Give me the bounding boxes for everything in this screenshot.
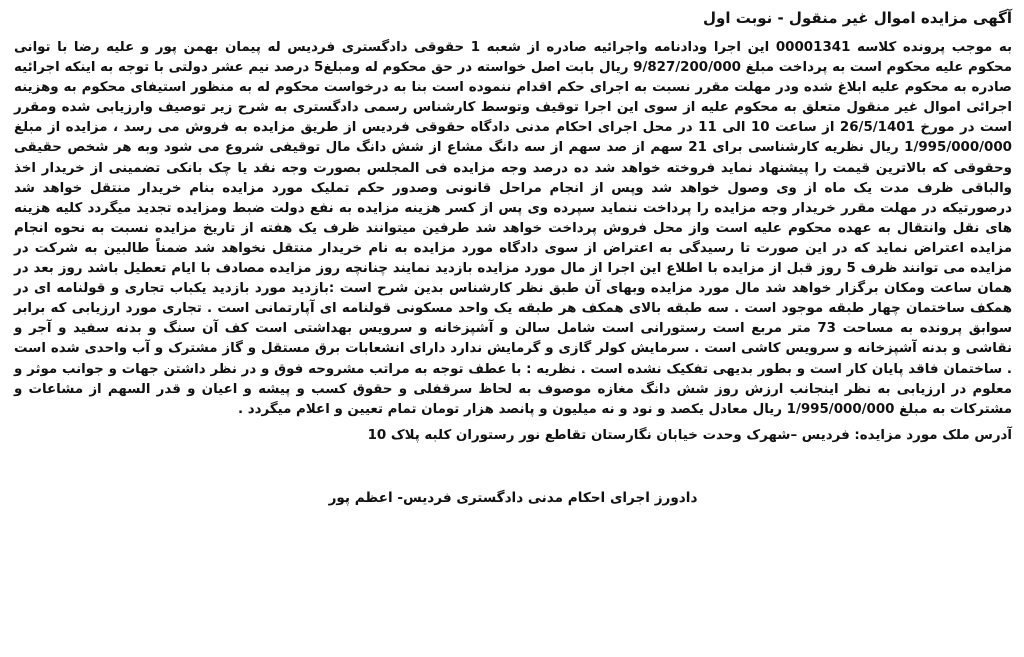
notice-title: آگهی مزایده اموال غیر منقول - نوبت اول bbox=[703, 9, 1012, 27]
property-address: آدرس ملک مورد مزایده: فردیس –شهرک وحدت خیابان نگارستان تقاطع نور رستوران کلبه پلاک 10 bbox=[367, 427, 1012, 443]
notice-body: به موجب پرونده کلاسه 00001341 این اجرا ودادنامه واجرائیه صادره از شعبه 1 حقوقی دادگستری فردیس له پیمان بهمن پور و علیه رضا با توانی محکوم علیه محکوم است به پرداخت مبلغ 9/827/200/000 ریال بابت اصل خواسته در حق محکوم له ومبلغ5 درصد نیم عشر دولتی با توجه به اینکه اجرائیه صادره به محکوم علیه ابلاغ شده ودر مهلت مقرر نسبت به اجرای حکم اقدام ننموده است بنا به درخواست محکوم له به منظور استیفای محکوم به وهزینه اجرائی اموال غیر منقول متعلق به محکوم علیه از سوی این اجرا توقیف وتوسط کارشناس رسمی دادگستری به شرح زیر توصیف وارزیابی شده ومقرر است در مورخ 26/5/1401 از ساعت 10 الی 11 در محل اجرای احکام مدنی دادگاه حقوقی فردیس از طریق مزایده به فروش می رسد ، مزایده از مبلغ 1/995/000/000 ریال نظریه کارشناسی برای 21 سهم از صد سهم از سه دانگ مشاع از شش دانگ مال توقیفی شروع می شود وبه هر شخص حقیقی وحقوقی که بالاترین قیمت را پیشنهاد نماید فروخته خواهد شد ده درصد وجه مزایده فی المجلس بصورت وجه نقد یا چک بانکی تضمینی از خریدار اخذ والباقی ظرف مدت یک ماه از وی وصول خواهد شد وپس از انجام مراحل قانونی وصدور حکم تملیک مورد مزایده بنام خریدار منتقل خواهد شد درصورتیکه در مهلت مقرر خریدار وجه مزایده را پرداخت ننماید سپرده وی پس از کسر هزینه مزایده به نفع دولت ضبط ومزایده تجدید میگردد کلیه هزینه های نقل وانتقال به عهده محکوم علیه است واز محل فروش پرداخت خواهد شد طرفین میتوانند ظرف یک هفته از تاریخ مزایده نسبت به نحوه انجام مزایده اعتراض نماید که در این صورت تا رسیدگی به اعتراض از سوی دادگاه مورد مزایده به نام خریدار منتقل نخواهد شد ضمناً طالبین به شرکت در مزایده می توانند ظرف 5 روز قبل از مزایده با اطلاع این اجرا از مال مورد مزایده بازدید نمایند چنانچه روز مزایده مصادف با ایام تعطیل باشد روز بعد در همان ساعت ومکان برگزار خواهد شد مال مورد مزایده وبهای آن طبق نظر کارشناس بدین شرح است :بازدید مورد بازدید یکباب تجاری و قولنامه ای در همکف ساختمان چهار طبقه موجود است . سه طبقه بالای همکف هر طبقه یک واحد مسکونی قولنامه ای آپارتمانی است . تجاری مورد ارزیابی که برابر سوابق پرونده به مساحت 73 متر مربع است رستورانی است شامل سالن و آشپزخانه و سرویس بهداشتی است کف آن سنگ و بدنه سفید و آجر و نقاشی و بدنه آشپزخانه و سرویس کاشی است . سرمایش کولر گازی و گرمایش ندارد دارای انشعابات برق مستقل و گاز مشترک و آب واحدی شده است . ساختمان فاقد پایان کار است و بطور بدیهی تفکیک نشده است . نظریه : با عطف توجه به مراتب مشروحه فوق و در نظر داشتن جهات و جوانب موثر و معلوم در ارزیابی به نظر اینجانب ارزش روز شش دانگ مغازه موصوف به لحاظ سرقفلی و حقوق کسب و پیشه و اعیان و قدر السهم از مشاعات و مشترکات به مبلغ 1/995/000/000 ریال معادل یکصد و نود و نه میلیون و پانصد هزار تومان تمام تعیین و اعلام میگردد . bbox=[14, 40, 1013, 417]
officer-signature: دادورز اجرای احکام مدنی دادگستری فردیس- اعظم پور bbox=[328, 489, 698, 506]
auction-notice bbox=[14, 6, 1012, 508]
